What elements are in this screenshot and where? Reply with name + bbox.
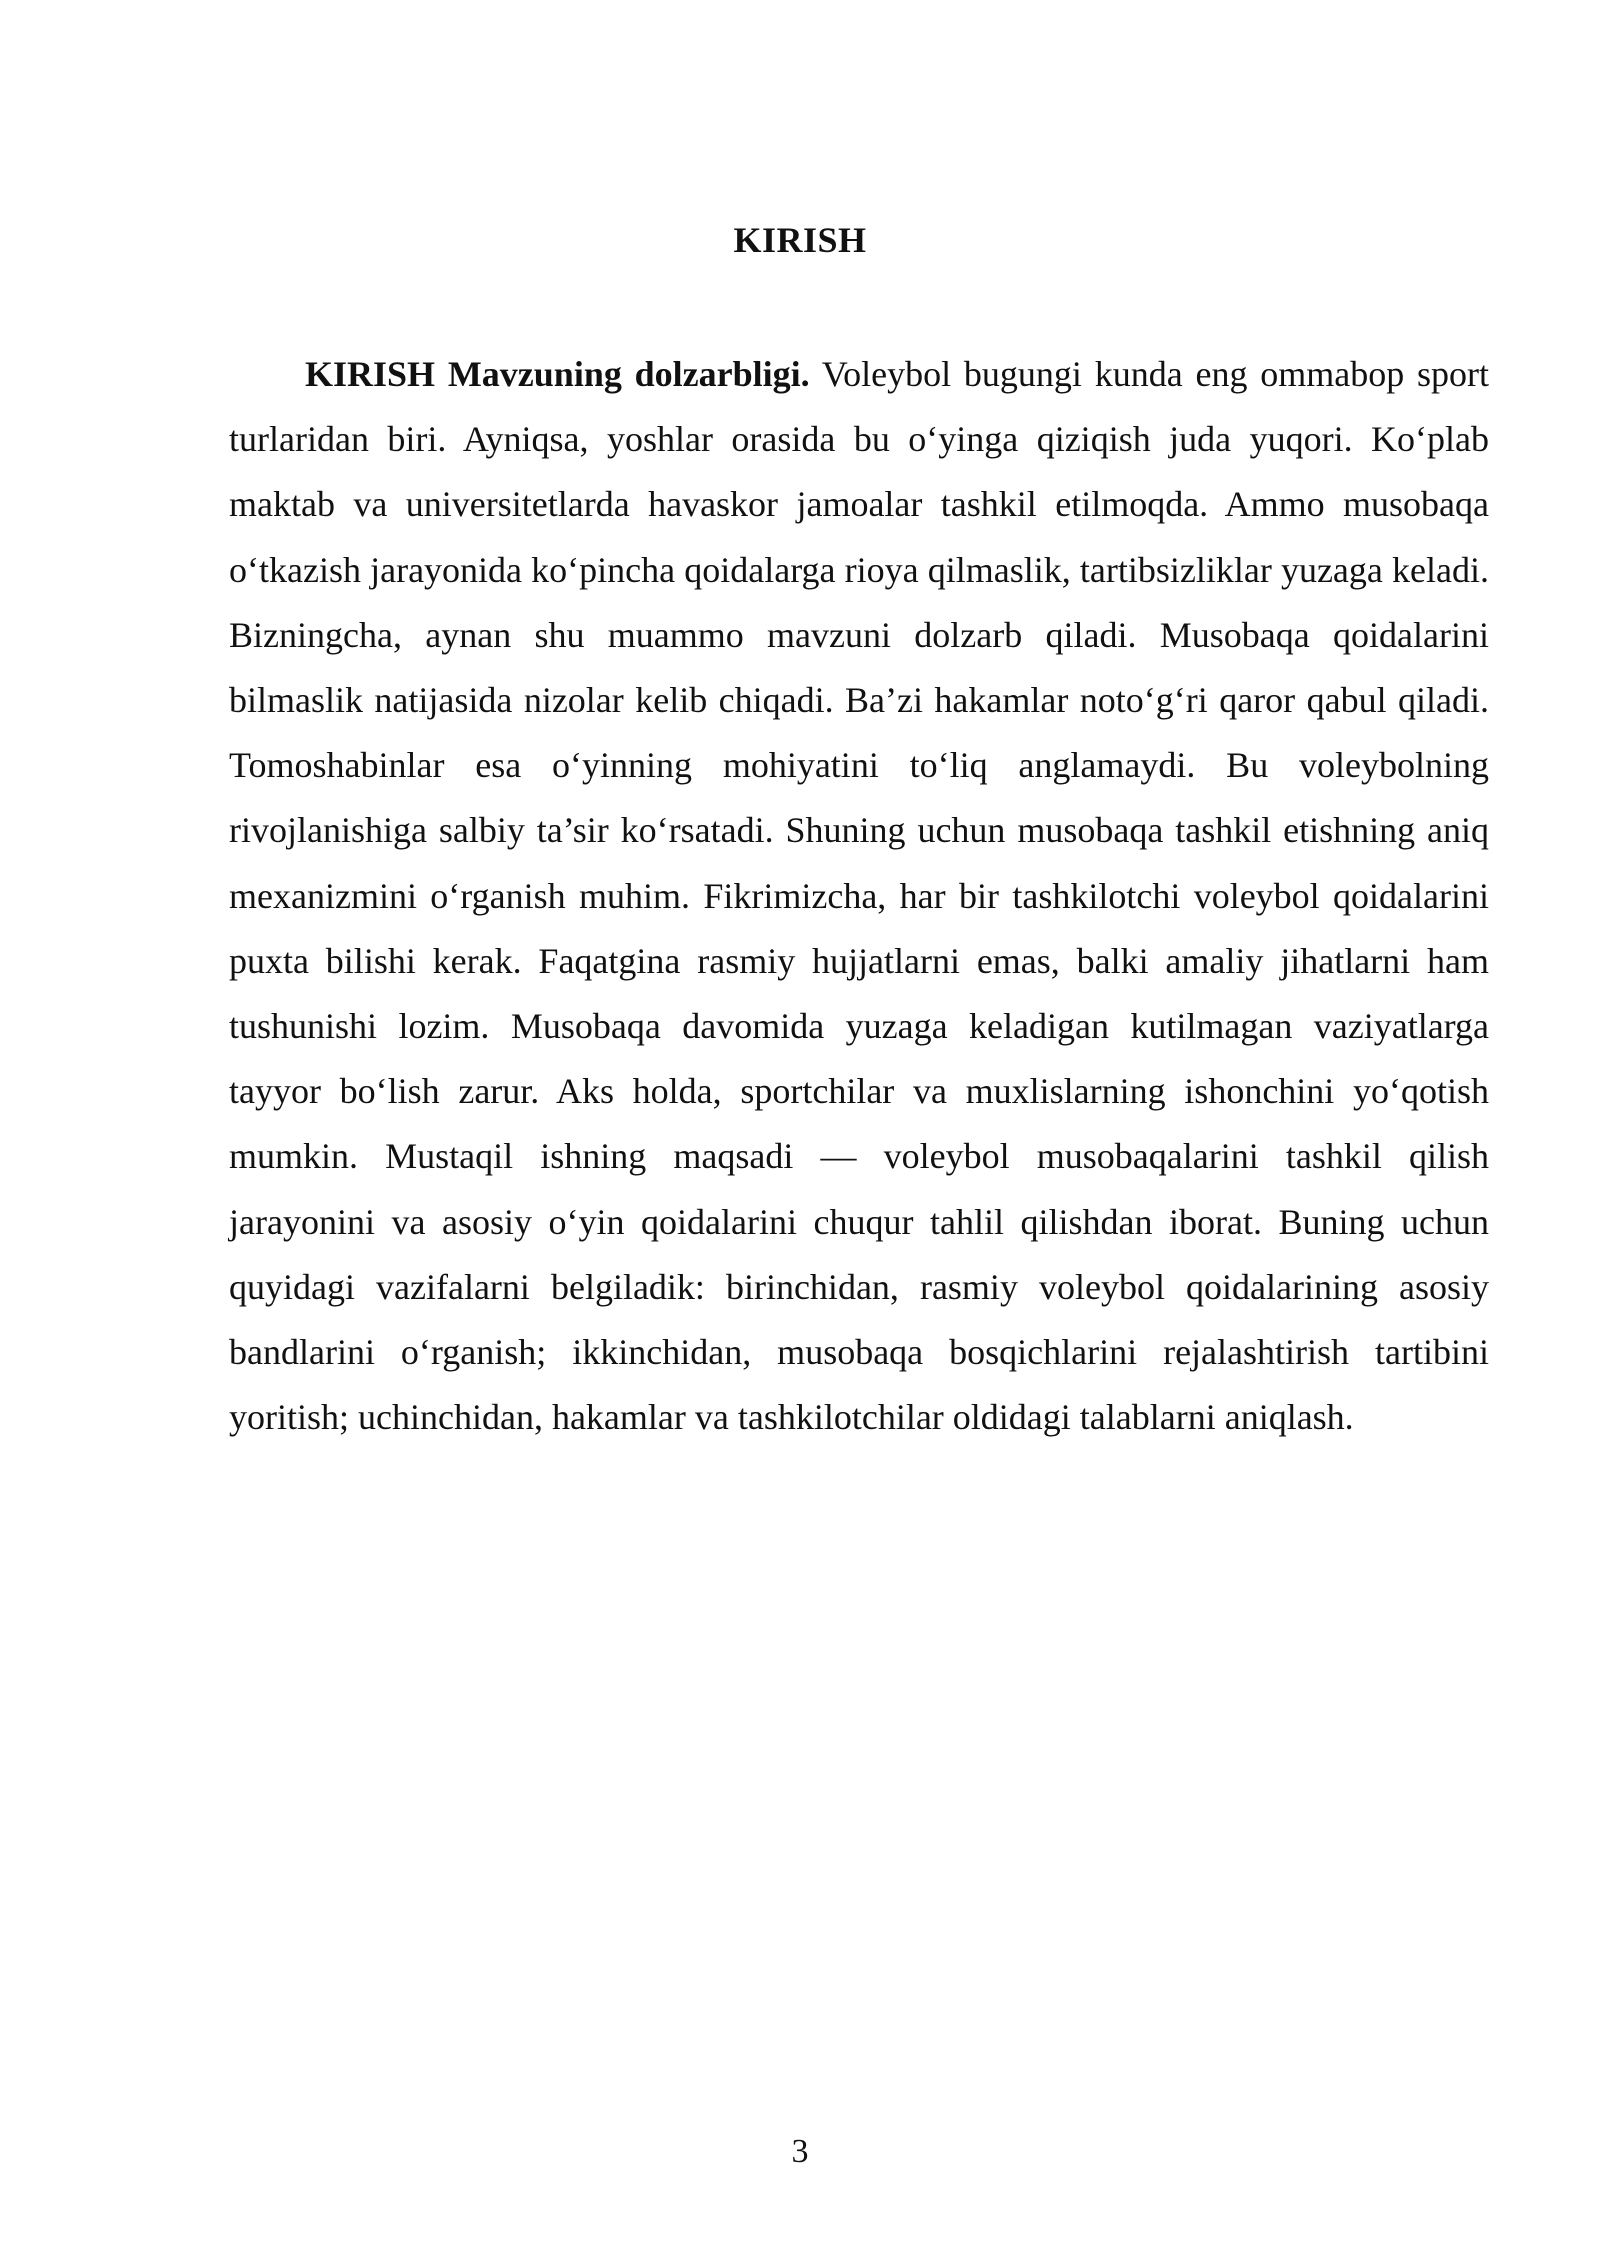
page-title: KIRISH — [733, 220, 867, 260]
paragraph-text: Voleybol bugungi kunda eng ommabop sport turlaridan biri. Ayniqsa, yoshlar orasida bu o‘yinga qiziqish juda yuqori. Ko‘plab maktab va universitetlarda havaskor jamoalar tashkil etilmoqda. Ammo musobaqa o‘tkazish jarayonida ko‘pincha qoidalarga rioya qilmaslik, tartibsizliklar yuzaga keladi. Bizningcha, aynan shu muammo mavzuni dolzarb qiladi. Musobaqa qoidalarini bilmaslik natijasida nizolar kelib chiqadi. Ba’zi hakamlar noto‘g‘ri qaror qabul qiladi. Tomoshabinlar esa o‘yinning mohiyatini to‘liq anglamaydi. Bu voleybolning rivojlanishiga salbiy ta’sir ko‘rsatadi. Shuning uchun musobaqa tashkil etishning aniq mexanizmini o‘rganish muhim. Fikrimizcha, har bir tashkilotchi voleybol qoidalarini puxta bilishi kerak. Faqatgina rasmiy hujjatlarni emas, balki amaliy jihatlarni ham tushunishi lozim. Musobaqa davomida yuzaga keladigan kutilmagan vaziyatlarga tayyor bo‘lish zarur. Aks holda, sportchilar va muxlislarning ishonchini yo‘qotish mumkin. Mustaqil ishning maqsadi — voleybol musobaqalarini tashkil qilish jarayonini va asosiy o‘yin qoidalarini chuqur tahlil qilishdan iborat. Buning uchun quyidagi vazifalarni belgiladik: birinchidan, rasmiy voleybol qoidalarining asosiy bandlarini o‘rganish; ikkinchidan, musobaqa bosqichlarini rejalashtirish tartibini yoritish; uchinchidan, hakamlar va tashkilotchilar oldidagi talablarni aniqlash. — [229, 354, 1489, 1438]
body-paragraph — [229, 342, 1489, 1450]
paragraph-lead: KIRISH Mavzuning dolzarbligi. — [305, 354, 810, 394]
page-number: 3 — [791, 2133, 809, 2170]
